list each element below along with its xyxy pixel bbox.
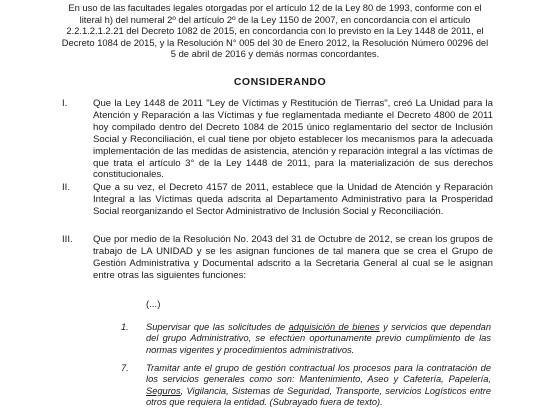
underlined-term: adquisición de bienes <box>288 322 380 332</box>
funcion-text <box>146 363 491 409</box>
funcion-text <box>146 322 491 356</box>
considerando-number: III. <box>62 234 73 245</box>
section-heading: CONSIDERANDO <box>233 76 327 88</box>
considerando-text: Que a su vez, el Decreto 4157 de 2011, establece que la Unidad de Atención y Reparación Integral a las Víctimas queda adscrita al Departamento Administrativo para la Prosperidad Social reorganizando el Sector Administrativo de Inclusión Social y Reconciliación. <box>93 182 493 217</box>
funcion-text-post: y servicios que dependan del grupo Administrativo, se efectúen oportunamente previo cumplimiento de las normas vigentes y procedimientos administrativos. <box>146 322 491 355</box>
funcion-text-post: , Vigilancia, Sistemas de Seguridad, Transporte, servicios Logísticos entre otros que requiera la entidad. (Subrayado fuera de texto). <box>146 385 491 408</box>
funcion-text-pre: Supervisar que las solicitudes de <box>146 322 289 332</box>
funcion-text-pre: Tramitar ante el grupo de gestión contractual los procesos para la contratación de los servicios generales como son: Mantenimiento, Aseo y Cafetería, Papelería, <box>146 363 491 385</box>
intro-paragraph: En uso de las facultades legales otorgadas por el artículo 12 de la Ley 80 de 1993, conforme con el literal h) del numeral 2º del artículo 2º de la Ley 1150 de 2007, en concordancia con el artículo 2.2.1.2.1.2.21 del Decreto 1082 de 2015, en concordancia con lo previsto en la Ley 1448 de 2011, el Decreto 1084 de 2015, y la Resolución N° 005 del 30 de Enero 2012, la Resolución Número 00296 del 5 de abril de 2016 y demás normas concordantes. <box>61 2 489 60</box>
funcion-number: 7. <box>121 363 129 373</box>
funcion-number: 1. <box>121 322 129 332</box>
omission-ellipsis: (...) <box>146 299 161 310</box>
considerando-number: II. <box>62 182 70 193</box>
underlined-term: Seguros <box>146 385 181 396</box>
considerando-number: I. <box>62 98 68 109</box>
considerando-text: Que por medio de la Resolución No. 2043 del 31 de Octubre de 2012, se crean los grupos de trabajo de LA UNIDAD y se les asignan funciones de tal manera que se crea el Grupo de Gestión Administrativa y Documental adscrito a la Secretaria General al cual se le asignan entre otras las siguientes funciones: <box>93 234 493 281</box>
considerando-text: Que la Ley 1448 de 2011 "Ley de Víctimas y Restitución de Tierras", creó La Unidad para la Atención y Reparación a las Víctimas y fue reglamentada mediante el Decreto 4800 de 2011 hoy compilado dentro del Decreto 1084 de 2015 único reglamentario del sector de Inclusión Social y Reconciliación, el cual tiene por objeto establecer los mecanismos para la adecuada implementación de las medidas de asistencia, atención y reparación integral a las víctimas de que trata el artículo 3° de la Ley 1448 de 2011, para la materialización de sus derechos constitucionales. <box>93 98 493 181</box>
